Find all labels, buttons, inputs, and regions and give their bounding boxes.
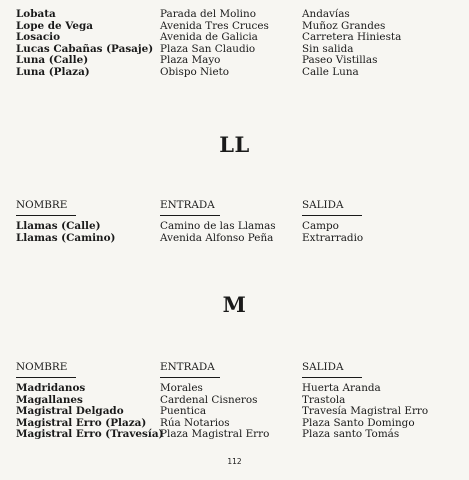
street-name: Madridanos [16,382,86,394]
salida-value: Travesía Magistral Erro [302,405,429,418]
header-entrada: ENTRADA [160,361,215,373]
street-name: Lucas Cabañas (Pasaje) [16,42,154,55]
ll-entradas-column [160,221,276,244]
header-salida: SALIDA [302,199,344,211]
salida-value: Muñoz Grandes [302,19,386,32]
salida-value: Paseo Vistillas [302,54,378,67]
ll-names-column [16,221,115,244]
salida-value: Andavías [302,8,350,20]
entrada-value: Plaza Mayo [160,54,221,67]
header-nombre: NOMBRE [16,361,68,373]
street-name: Magistral Delgado [16,405,124,418]
m-entradas-column [160,383,269,441]
m-names-column [16,383,163,441]
entrada-value: Avenida Alfonso Peña [160,231,274,244]
entrada-value: Puentica [160,405,207,418]
entrada-value: Avenida Tres Cruces [160,19,269,32]
page-number: 112 [227,457,242,466]
top-salidas-column [302,9,401,79]
m-salidas-column [302,383,428,441]
top-names-column [16,9,153,79]
street-name: Luna (Calle) [16,54,89,67]
salida-value: Extrarradio [302,231,364,244]
entrada-value: Plaza Magistral Erro [160,428,270,441]
header-underline [160,215,220,216]
salida-value: Trastola [302,393,346,406]
salida-value: Carretera Hiniesta [302,31,402,44]
section-letter-m: M [222,292,247,317]
entrada-value: Plaza San Claudio [160,42,256,55]
header-underline [16,377,76,378]
street-name: Llamas (Calle) [16,220,101,232]
street-name: Lobata [16,8,56,20]
street-name: Magallanes [16,393,83,406]
section-letter-ll: LL [219,132,250,157]
header-underline [160,377,220,378]
entrada-value: Rúa Notarios [160,416,230,429]
salida-value: Huerta Aranda [302,382,381,394]
street-name: Magistral Erro (Travesía) [16,428,164,441]
salida-value: Calle Luna [302,65,359,78]
ll-salidas-column [302,221,363,244]
top-entradas-column [160,9,269,79]
entrada-value: Cardenal Cisneros [160,393,258,406]
entrada-value: Parada del Molino [160,8,256,20]
street-name: Lope de Vega [16,19,93,32]
salida-value: Campo [302,220,339,232]
header-underline [302,377,362,378]
street-name: Luna (Plaza) [16,65,90,78]
street-name: Magistral Erro (Plaza) [16,416,147,429]
header-underline [302,215,362,216]
street-name: Losacio [16,31,61,44]
salida-value: Plaza Santo Domingo [302,416,415,429]
salida-value: Plaza santo Tomás [302,428,400,441]
entrada-value: Morales [160,382,203,394]
street-name: Llamas (Camino) [16,231,116,244]
header-nombre: NOMBRE [16,199,68,211]
salida-value: Sin salida [302,42,354,55]
entrada-value: Obispo Nieto [160,65,230,78]
entrada-value: Camino de las Llamas [160,220,276,232]
entrada-value: Avenida de Galicia [160,31,258,44]
header-salida: SALIDA [302,361,344,373]
header-entrada: ENTRADA [160,199,215,211]
header-underline [16,215,76,216]
